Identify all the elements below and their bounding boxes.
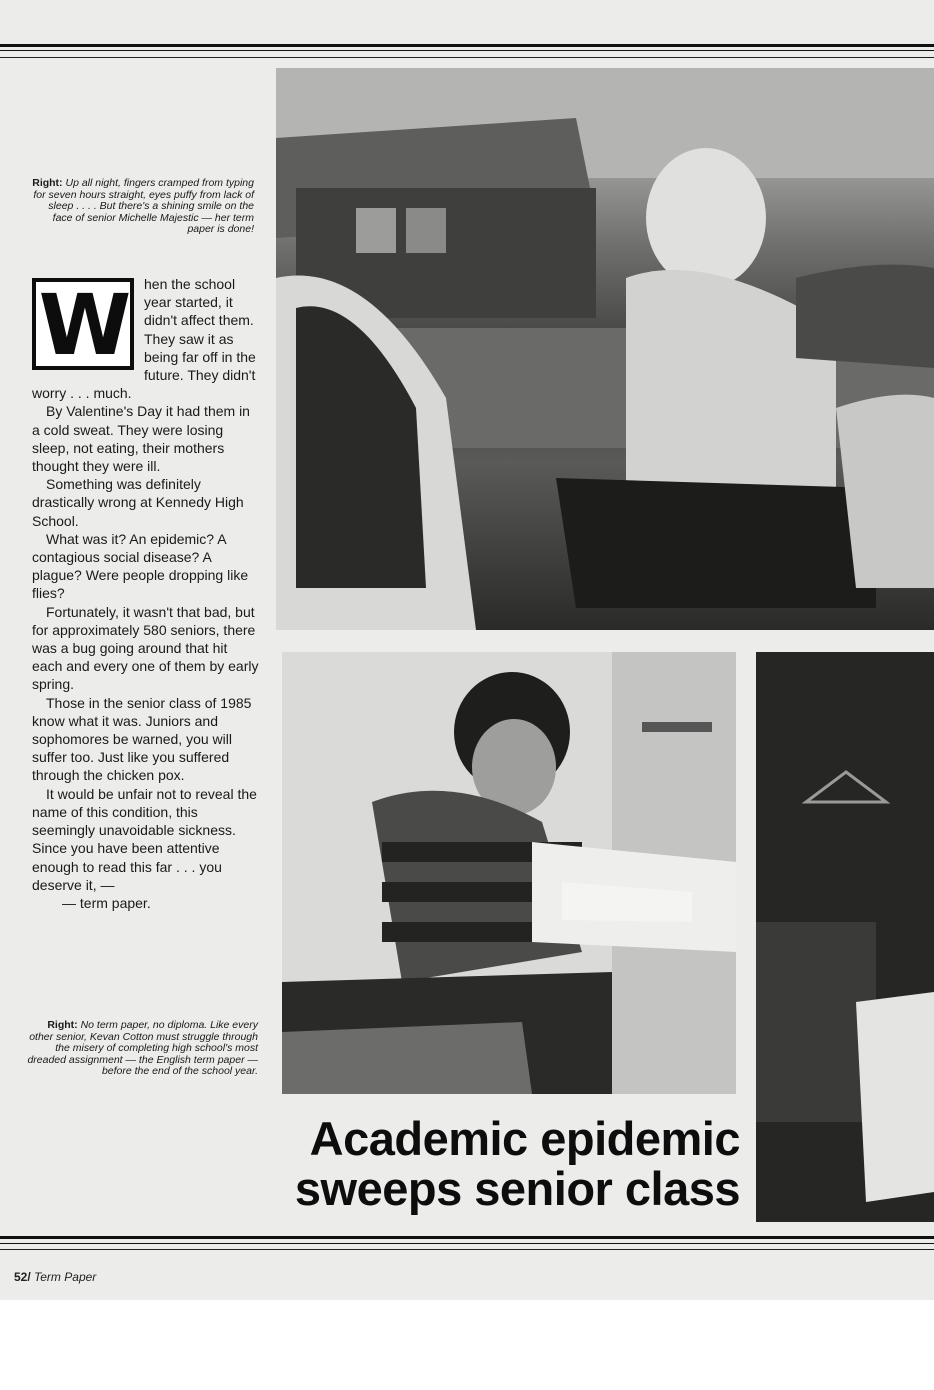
drop-cap-letter: W xyxy=(38,276,128,374)
photo-side-illustration xyxy=(756,652,934,1222)
paragraph-3: Something was definitely drastically wrong at Kennedy High School. xyxy=(32,476,244,529)
photo-student-at-desk xyxy=(282,652,736,1094)
paragraph-6: Those in the senior class of 1985 know what it was. Juniors and sophomores be warned, you will suffer too. Just like you suffered through the chicken pox. xyxy=(32,694,252,784)
paragraph-4: What was it? An epidemic? A contagious social disease? A plague? Were people dropping like flies? xyxy=(32,530,249,602)
page-number: 52/ xyxy=(14,1270,31,1284)
paragraph-7: It would be unfair not to reveal the name of this condition, this seemingly unavoidable sickness. Since you have been attentive enough to read this far . . . you deserve it, — xyxy=(32,785,257,893)
top-rule-thin xyxy=(0,50,934,51)
photo-desk-scene-illustration xyxy=(282,652,736,1094)
photo-smiling-student-by-car xyxy=(276,68,934,630)
photo-desk-side-detail xyxy=(756,652,934,1222)
bottom-rule-hairline xyxy=(0,1249,934,1250)
drop-cap xyxy=(32,276,134,374)
page-folio xyxy=(14,1270,96,1284)
paragraph-8: — term paper. xyxy=(62,894,151,911)
headline-line-2: sweeps senior class xyxy=(294,1162,740,1215)
paragraph-5: Fortunately, it wasn't that bad, but for approximately 580 seniors, there was a bug going around that hit each and every one of them by early spring. xyxy=(32,603,259,693)
headline xyxy=(200,1114,740,1214)
caption-text: No term paper, no diploma. Like every other senior, Kevan Cotton must struggle through the misery of completing high school's most dreaded assignment — the English term paper — before the end of the school year. xyxy=(27,1019,258,1078)
bottom-rule-thin xyxy=(0,1243,934,1244)
top-rule xyxy=(0,44,934,47)
caption-lead: Right: xyxy=(32,177,63,189)
section-name: Term Paper xyxy=(34,1270,97,1284)
paragraph-1: hen the school year started, it didn't affect them. They saw it as being far off in the future. They didn't worry . . . much. xyxy=(32,276,256,402)
headline-line-1: Academic epidemic xyxy=(309,1112,740,1165)
article-body xyxy=(32,275,260,912)
caption-text: Up all night, fingers cramped from typing for seven hours straight, eyes puffy from lack of sleep . . . . But there's a shining smile on the face of senior Michelle Majestic — her term paper is done! xyxy=(33,177,254,236)
caption-lead: Right: xyxy=(47,1019,78,1031)
bottom-rule xyxy=(0,1236,934,1239)
caption-bottom-photo xyxy=(26,1020,258,1078)
caption-top-photo xyxy=(30,178,254,236)
photo-car-scene-illustration xyxy=(276,68,934,630)
paragraph-2: By Valentine's Day it had them in a cold sweat. They were losing sleep, not eating, their mothers thought they were ill. xyxy=(32,403,250,475)
top-rule-hairline xyxy=(0,57,934,58)
